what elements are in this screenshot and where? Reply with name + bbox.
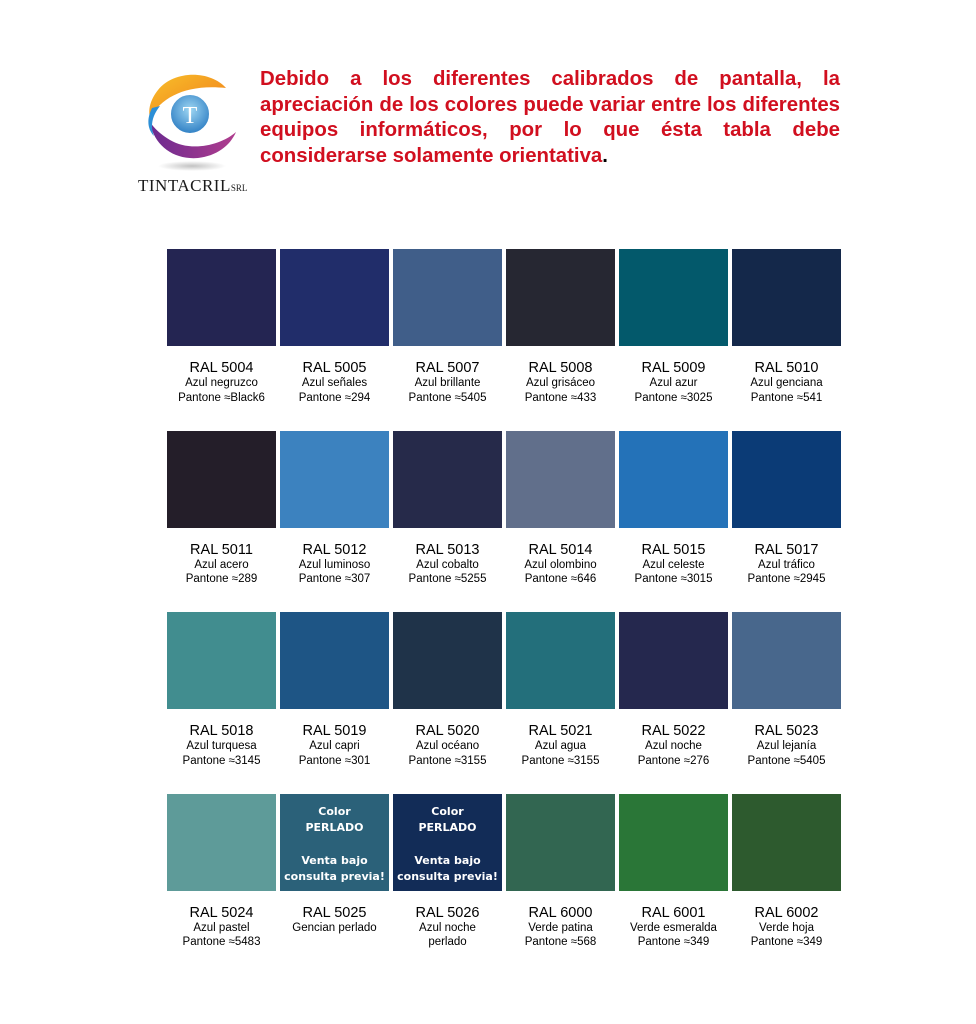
pearl-text: consulta previa! <box>284 870 385 883</box>
swatch-card <box>393 612 502 794</box>
color-name: Azul océano <box>415 740 480 752</box>
ral-code: RAL 5018 <box>189 723 254 739</box>
swatch-card <box>732 794 841 976</box>
color-swatch <box>506 249 615 346</box>
color-swatch <box>619 249 728 346</box>
swatch-card <box>280 612 389 794</box>
color-name: Azul grisáceo <box>525 377 596 389</box>
color-swatch <box>280 249 389 346</box>
color-swatch <box>732 612 841 709</box>
color-swatch <box>506 431 615 528</box>
color-swatch <box>732 794 841 891</box>
swatch-card <box>506 612 615 794</box>
ral-code: RAL 5009 <box>641 360 706 376</box>
pantone-ref: Pantone ≈349 <box>637 936 710 948</box>
color-swatch <box>167 612 276 709</box>
ral-code: RAL 5015 <box>641 541 706 558</box>
pantone-ref: Pantone ≈3145 <box>182 754 261 767</box>
color-swatch <box>393 612 502 709</box>
swatch-card <box>506 249 615 431</box>
swatch-card <box>393 249 502 431</box>
pearl-text: consulta previa! <box>397 870 498 883</box>
pearl-text: PERLADO <box>305 821 364 834</box>
color-name: Azul agua <box>534 740 587 752</box>
color-swatch <box>280 794 389 891</box>
svg-text:T: T <box>182 103 198 129</box>
color-name: Azul noche <box>419 921 476 934</box>
pantone-ref: perlado <box>428 936 467 948</box>
color-name: Azul azur <box>649 377 698 389</box>
pantone-ref: Pantone ≈3155 <box>521 754 600 767</box>
color-name: Azul acero <box>194 558 249 571</box>
swatch-card <box>167 431 276 613</box>
pantone-ref: Pantone ≈349 <box>750 936 823 948</box>
swatch-card <box>619 612 728 794</box>
pearl-text: PERLADO <box>418 821 477 834</box>
pantone-ref: Pantone ≈3025 <box>634 391 713 404</box>
color-swatch <box>393 249 502 346</box>
color-swatch <box>619 794 728 891</box>
ral-code: RAL 6001 <box>641 904 706 921</box>
ral-code: RAL 5013 <box>415 541 480 558</box>
ral-code: RAL 5012 <box>302 541 367 558</box>
color-swatch <box>393 431 502 528</box>
color-name: Azul noche <box>645 740 702 752</box>
color-chart-grid <box>167 249 841 975</box>
color-swatch <box>167 431 276 528</box>
pearl-text: Venta bajo <box>301 853 368 867</box>
color-swatch <box>619 612 728 709</box>
color-name: Azul olombino <box>524 558 597 571</box>
ral-code: RAL 6002 <box>754 904 819 921</box>
color-swatch <box>167 794 276 891</box>
ral-code: RAL 5022 <box>641 723 706 739</box>
ral-code: RAL 5019 <box>302 723 367 739</box>
pantone-ref: Pantone ≈433 <box>524 391 597 404</box>
color-swatch <box>280 612 389 709</box>
color-name: Verde hoja <box>759 921 814 934</box>
pantone-ref: Pantone ≈307 <box>298 573 371 585</box>
swatch-card <box>280 249 389 431</box>
pearl-text: Color <box>318 804 351 818</box>
swatch-card <box>619 431 728 613</box>
ral-code: RAL 5011 <box>190 541 253 558</box>
swatch-card <box>619 794 728 976</box>
pantone-ref: Pantone ≈5255 <box>408 573 487 585</box>
pantone-ref: Pantone ≈2945 <box>747 573 826 585</box>
pantone-ref: Pantone ≈3015 <box>634 573 713 585</box>
color-swatch <box>393 794 502 891</box>
color-swatch <box>506 612 615 709</box>
pantone-ref: Pantone ≈5405 <box>747 754 826 767</box>
color-name: Azul negruzco <box>185 377 258 389</box>
color-name: Verde patina <box>528 921 593 934</box>
ral-code: RAL 5026 <box>415 904 480 921</box>
calibration-notice: Debido a los diferentes calibrados de pantalla, la apreciación de los colores puede variar entre los diferentes equipos informáticos, por lo que ésta tabla debe considerarse solamente orientativa. <box>260 68 840 167</box>
swatch-card <box>393 431 502 613</box>
color-name: Azul cobalto <box>416 558 479 571</box>
color-swatch <box>732 431 841 528</box>
color-name: Verde esmeralda <box>630 921 717 934</box>
swatch-card <box>619 249 728 431</box>
color-name: Azul pastel <box>193 921 250 934</box>
swatch-card <box>732 249 841 431</box>
pearl-notice <box>393 804 502 886</box>
ral-code: RAL 6000 <box>528 904 593 921</box>
pantone-ref: Pantone ≈289 <box>185 573 258 585</box>
swatch-card <box>506 794 615 976</box>
pearl-notice <box>280 804 389 886</box>
pantone-ref: Pantone ≈646 <box>524 573 597 585</box>
color-name: Azul tráfico <box>758 558 815 571</box>
color-swatch <box>167 249 276 346</box>
swatch-card <box>167 249 276 431</box>
color-name: Azul luminoso <box>298 558 371 571</box>
swatch-card <box>167 612 276 794</box>
ral-code: RAL 5021 <box>528 723 593 739</box>
swatch-card <box>732 612 841 794</box>
ral-code: RAL 5025 <box>302 904 367 921</box>
pantone-ref: Pantone ≈3155 <box>408 754 487 767</box>
swatch-card <box>732 431 841 613</box>
logo-emblem-icon <box>140 66 250 176</box>
ral-code: RAL 5010 <box>754 360 819 376</box>
color-name: Azul señales <box>301 377 368 389</box>
pantone-ref: Pantone ≈568 <box>524 936 597 948</box>
color-name: Azul turquesa <box>186 740 257 752</box>
color-swatch <box>506 794 615 891</box>
color-name: Azul brillante <box>414 377 481 389</box>
pantone-ref: Pantone ≈541 <box>750 391 823 404</box>
brand-name: TINTACRILSRL <box>138 176 248 195</box>
ral-code: RAL 5004 <box>189 360 254 376</box>
color-swatch <box>280 431 389 528</box>
color-name: Gencian perlado <box>292 921 377 934</box>
color-swatch <box>619 431 728 528</box>
ral-code: RAL 5020 <box>415 723 480 739</box>
ral-code: RAL 5005 <box>302 360 367 376</box>
pantone-ref: Pantone ≈276 <box>637 754 710 767</box>
swatch-card <box>506 431 615 613</box>
color-name: Azul celeste <box>642 558 705 571</box>
ral-code: RAL 5024 <box>189 904 254 921</box>
color-name: Azul lejanía <box>756 740 817 752</box>
color-name: Azul genciana <box>750 377 823 389</box>
color-name: Azul capri <box>309 740 360 752</box>
color-swatch <box>732 249 841 346</box>
pantone-ref: Pantone ≈5405 <box>408 391 487 404</box>
ral-code: RAL 5014 <box>528 541 593 558</box>
ral-code: RAL 5017 <box>754 541 819 558</box>
pantone-ref: Pantone ≈301 <box>298 754 371 767</box>
swatch-card <box>280 431 389 613</box>
swatch-card <box>393 794 502 976</box>
pantone-ref: Pantone ≈Black6 <box>178 391 265 404</box>
ral-code: RAL 5007 <box>415 360 480 376</box>
swatch-card <box>280 794 389 976</box>
swatch-card <box>167 794 276 976</box>
pantone-ref: Pantone ≈294 <box>298 391 371 404</box>
ral-code: RAL 5008 <box>528 360 593 376</box>
ral-code: RAL 5023 <box>754 723 819 739</box>
pantone-ref: Pantone ≈5483 <box>182 936 261 948</box>
pearl-text: Color <box>431 804 464 818</box>
pearl-text: Venta bajo <box>414 853 481 867</box>
